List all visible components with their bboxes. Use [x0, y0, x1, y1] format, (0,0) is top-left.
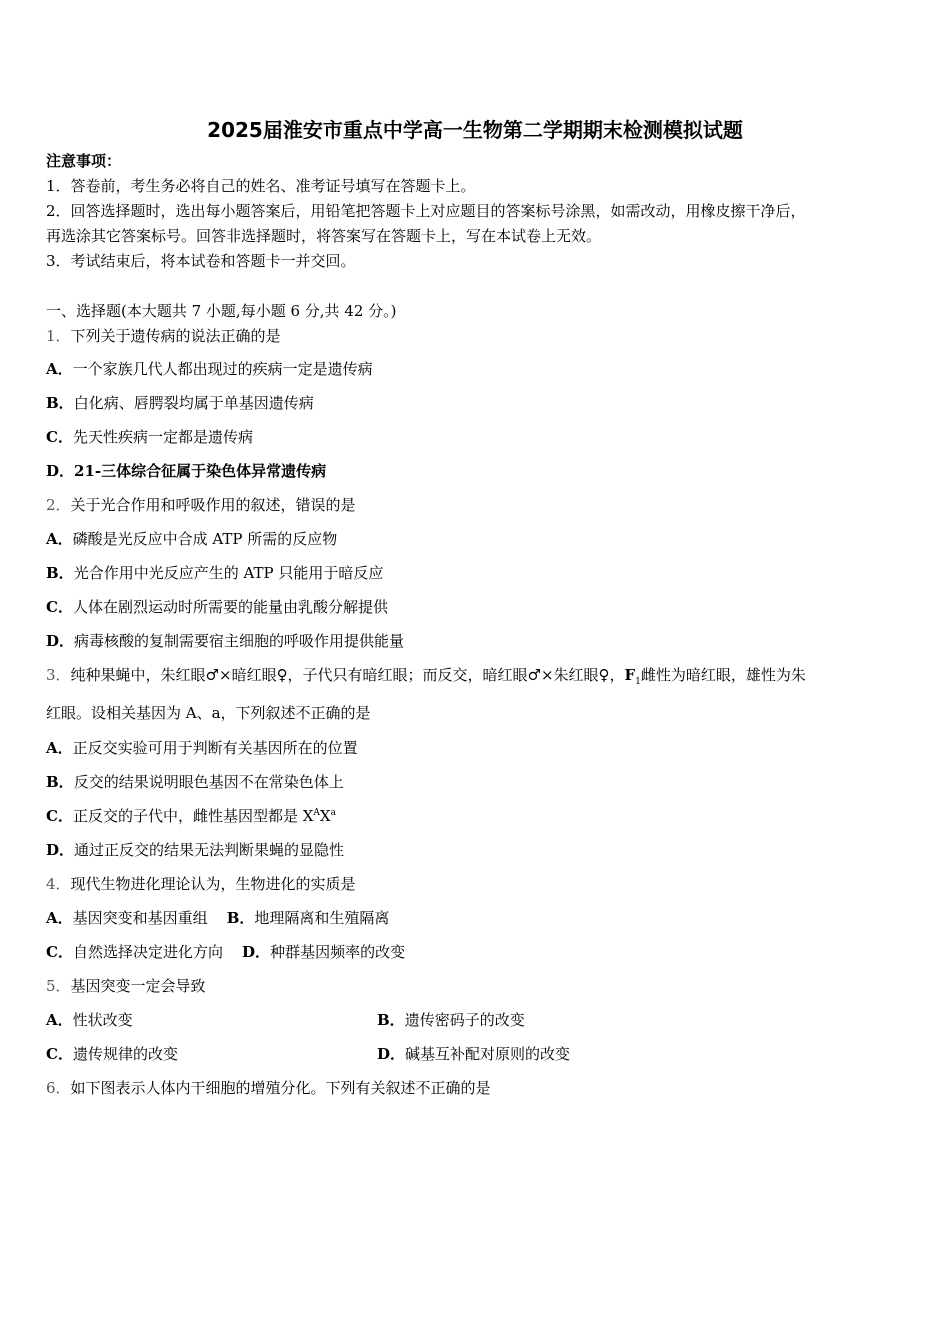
notice-heading: 注意事项：	[46, 152, 122, 170]
option-d	[377, 1044, 570, 1064]
option-b	[46, 563, 383, 583]
option-label: B．	[226, 909, 255, 927]
notice-item: 再选涂其它答案标号。回答非选择题时，将答案写在答题卡上，写在本试卷上无效。	[46, 227, 602, 245]
option-text: 白化病、唇腭裂均属于单基因遗传病	[73, 394, 314, 412]
option-d	[46, 840, 344, 860]
option-text: 遗传密码子的改变	[404, 1011, 525, 1029]
option-text: 遗传规律的改变	[72, 1045, 178, 1063]
option-text: 一个家族几代人都出现过的疾病一定是遗传病	[72, 360, 373, 378]
option-a	[46, 359, 373, 379]
option-label: D．	[46, 841, 75, 859]
option-text: 正反交实验可用于判断有关基因所在的位置	[72, 739, 358, 757]
notice-item: 3．考试结束后，将本试卷和答题卡一并交回。	[46, 252, 356, 270]
option-label: C．	[46, 598, 73, 616]
option-label: C．	[46, 807, 73, 825]
allele-superscript: a	[330, 808, 336, 818]
option-text: 地理隔离和生殖隔离	[254, 909, 390, 927]
option-d	[46, 461, 326, 481]
option-b	[46, 393, 314, 413]
question-number: 3．	[46, 666, 71, 684]
option-text: 碱基互补配对原则的改变	[405, 1045, 571, 1063]
option-c	[46, 806, 336, 826]
option-label: B．	[46, 394, 74, 412]
option-label: A．	[46, 360, 73, 378]
option-label: A．	[46, 530, 73, 548]
option-row-ab	[46, 908, 389, 928]
option-label: A．	[46, 1011, 73, 1029]
option-text: 种群基因频率的改变	[270, 943, 406, 961]
question-stem: 纯种果蝇中，朱红眼♂×暗红眼♀，子代只有暗红眼；而反交，暗红眼♂×朱红眼♀，	[70, 666, 625, 684]
question-2	[46, 495, 356, 515]
option-label: A．	[46, 739, 73, 757]
option-text: 通过正反交的结果无法判断果蝇的显隐性	[74, 841, 345, 859]
question-number: 1．	[46, 327, 71, 345]
notice-item: 1．答卷前，考生务必将自己的姓名、准考证号填写在答题卡上。	[46, 177, 476, 195]
option-text: 自然选择决定进化方向	[72, 943, 223, 961]
option-label: C．	[46, 1045, 73, 1063]
question-stem: 如下图表示人体内干细胞的增殖分化。下列有关叙述不正确的是	[70, 1079, 491, 1097]
question-6	[46, 1078, 491, 1098]
option-text: 先天性疾病一定都是遗传病	[72, 428, 253, 446]
option-text: 性状改变	[72, 1011, 133, 1029]
option-label: D．	[46, 462, 75, 480]
allele-superscript: A	[313, 808, 320, 818]
option-label: C．	[46, 943, 73, 961]
option-text: 病毒核酸的复制需要宿主细胞的呼吸作用提供能量	[74, 632, 405, 650]
option-d	[46, 631, 404, 651]
question-stem: 基因突变一定会导致	[70, 977, 206, 995]
option-label: D．	[242, 943, 271, 961]
question-number: 4．	[46, 875, 71, 893]
option-text: 正反交的子代中，雌性基因型都是 X	[72, 807, 314, 825]
option-a	[46, 529, 337, 549]
exam-title: 2025届淮安市重点中学高一生物第二学期期末检测模拟试题	[207, 118, 743, 142]
question-number: 5．	[46, 977, 71, 995]
option-text-x: X	[319, 807, 331, 825]
option-text: 磷酸是光反应中合成 ATP 所需的反应物	[72, 530, 338, 548]
question-number: 6．	[46, 1079, 71, 1097]
option-text: 人体在剧烈运动时所需要的能量由乳酸分解提供	[72, 598, 388, 616]
question-4	[46, 874, 356, 894]
option-label: C．	[46, 428, 73, 446]
question-number: 2．	[46, 496, 71, 514]
option-text: 21-三体综合征属于染色体异常遗传病	[74, 462, 327, 480]
option-label: D．	[46, 632, 75, 650]
option-label: B．	[46, 773, 74, 791]
notice-item: 2．回答选择题时，选出每小题答案后，用铅笔把答题卡上对应题目的答案标号涂黑，如需改动，用橡皮擦干净后，	[46, 202, 806, 220]
option-b	[377, 1010, 525, 1030]
option-a	[46, 1010, 133, 1030]
question-stem: 下列关于遗传病的说法正确的是	[70, 327, 281, 345]
question-3	[46, 665, 806, 685]
question-stem: 现代生物进化理论认为，生物进化的实质是	[70, 875, 356, 893]
option-c	[46, 1044, 178, 1064]
option-text: 反交的结果说明眼色基因不在常染色体上	[73, 773, 344, 791]
option-c	[46, 597, 388, 617]
option-text: 基因突变和基因重组	[72, 909, 208, 927]
option-label: B．	[377, 1011, 405, 1029]
generation-subscript: 1	[635, 677, 641, 687]
option-b	[46, 772, 344, 792]
section-heading: 一、选择题(本大题共 7 小题,每小题 6 分,共 42 分。)	[46, 302, 397, 320]
question-stem-cont: 雌性为暗红眼，雄性为朱	[640, 666, 806, 684]
question-5	[46, 976, 206, 996]
option-c	[46, 427, 253, 447]
option-row-cd	[46, 942, 405, 962]
option-a	[46, 738, 358, 758]
question-1	[46, 326, 281, 346]
option-text: 光合作用中光反应产生的 ATP 只能用于暗反应	[73, 564, 384, 582]
option-label: B．	[46, 564, 74, 582]
option-label: D．	[377, 1045, 406, 1063]
question-stem: 关于光合作用和呼吸作用的叙述，错误的是	[70, 496, 356, 514]
question-3-line2: 红眼。设相关基因为 A、a，下列叙述不正确的是	[46, 704, 371, 722]
option-label: A．	[46, 909, 73, 927]
generation-f: F	[624, 666, 636, 684]
